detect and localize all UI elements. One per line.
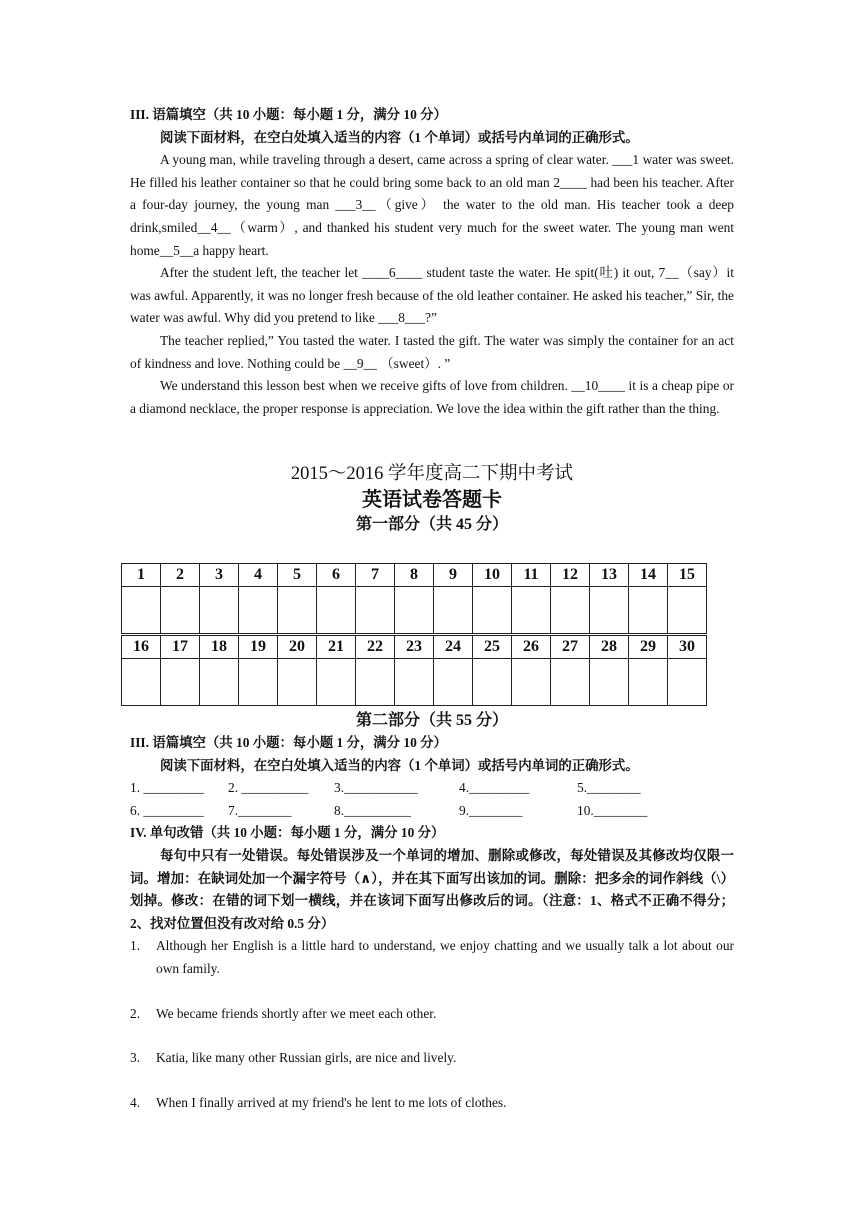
answer-cell[interactable] [278, 587, 317, 635]
question-number-cell: 9 [434, 564, 473, 587]
answer-cell[interactable] [473, 587, 512, 635]
item-number: 1. [130, 938, 141, 954]
answer-cell[interactable] [434, 659, 473, 706]
answer-cell[interactable] [395, 659, 434, 706]
question-number-cell: 8 [395, 564, 434, 587]
question-number-cell: 17 [161, 635, 200, 659]
question-number-cell: 16 [122, 635, 161, 659]
item-number: 4. [130, 1094, 141, 1110]
question-number-cell: 2 [161, 564, 200, 587]
answer-cell[interactable] [512, 587, 551, 635]
answer-cell[interactable] [512, 659, 551, 706]
answer-cell[interactable] [551, 659, 590, 706]
answer-cell[interactable] [356, 659, 395, 706]
passage-paragraph-2: After the student left, the teacher let ____6____ student taste the water. He spit(吐) it out, 7__（say）it was awful. Apparently, it was no longer fresh because of the old leather container. He asked his teacher,” Sir, the water was awful. Why did you pretend to like ___8___?” [130, 265, 734, 326]
answer-cell[interactable] [200, 659, 239, 706]
answer-cell[interactable] [473, 659, 512, 706]
blank-4[interactable]: 4._________ [459, 780, 530, 796]
blank-1[interactable]: 1. _________ [130, 780, 204, 796]
question-number-cell: 11 [512, 564, 551, 587]
answer-cell[interactable] [317, 587, 356, 635]
question-number-cell: 15 [668, 564, 707, 587]
answer-cell[interactable] [122, 587, 161, 635]
answer-row-2 [122, 659, 707, 706]
answer-cell[interactable] [668, 659, 707, 706]
answer-cell[interactable] [278, 659, 317, 706]
answer-cell[interactable] [122, 659, 161, 706]
answer-cell[interactable] [629, 659, 668, 706]
answer-cell[interactable] [161, 659, 200, 706]
list-item [130, 935, 734, 980]
answer-cell[interactable] [395, 587, 434, 635]
section-instruction: 阅读下面材料，在空白处填入适当的内容（1 个单词）或括号内单词的正确形式。 [160, 129, 639, 145]
item-text: We became friends shortly after we meet each other. [156, 1005, 437, 1021]
question-number-cell: 1 [122, 564, 161, 587]
question-number-cell: 10 [473, 564, 512, 587]
answer-cell[interactable] [317, 659, 356, 706]
section-heading: III. 语篇填空（共 10 小题：每小题 1 分，满分 10 分） [130, 735, 447, 750]
blank-2[interactable]: 2. __________ [228, 780, 309, 796]
item-text: Katia, like many other Russian girls, are nice and lively. [156, 1050, 457, 1066]
answer-cell[interactable] [239, 659, 278, 706]
answer-cell[interactable] [356, 587, 395, 635]
answer-cell[interactable] [434, 587, 473, 635]
section-instruction: 阅读下面材料，在空白处填入适当的内容（1 个单词）或括号内单词的正确形式。 [160, 757, 639, 773]
question-number-cell: 26 [512, 635, 551, 659]
blank-lines [130, 777, 734, 822]
question-number-cell: 28 [590, 635, 629, 659]
answer-cell[interactable] [590, 659, 629, 706]
section-instruction: 每句中只有一处错误。每处错误涉及一个单词的增加、删除或修改，每处错误及其修改均仅限一词。增加：在缺词处加一个漏字符号（∧），并在其下面写出该加的词。删除：把多余的词作斜线（\）划掉。修改：在错的词下划一横线，并在该词下面写出修改后的词。（注意：1、格式不正确不得分；2、找对位置但没有改对给 0.5 分） [130, 847, 734, 931]
question-number-cell: 18 [200, 635, 239, 659]
question-number-cell: 23 [395, 635, 434, 659]
question-number-cell: 5 [278, 564, 317, 587]
question-number-cell: 30 [668, 635, 707, 659]
passage-paragraph-4: We understand this lesson best when we receive gifts of love from children. __10____ it is a cheap pipe or a diamond necklace, the proper response is appreciation. We love the idea within the gift rather than the thing. [130, 378, 734, 416]
answer-cell[interactable] [161, 587, 200, 635]
answer-cell[interactable] [239, 587, 278, 635]
answer-card-title: 英语试卷答题卡 [362, 489, 502, 512]
list-item [130, 1047, 734, 1070]
part2-section [130, 710, 734, 1114]
question-number-cell: 6 [317, 564, 356, 587]
question-number-cell: 7 [356, 564, 395, 587]
question-number-cell: 29 [629, 635, 668, 659]
question-number-cell: 21 [317, 635, 356, 659]
question-number-cell: 25 [473, 635, 512, 659]
blank-5[interactable]: 5.________ [577, 780, 641, 796]
blank-8[interactable]: 8.__________ [334, 802, 411, 818]
passage-paragraph-3: The teacher replied,” You tasted the water. I tasted the gift. The water was simply the container for an act of kindness and love. Nothing could be __9__ （sweet）. ” [130, 332, 734, 371]
answer-cell[interactable] [629, 587, 668, 635]
reading-section [130, 104, 734, 536]
question-number-cell: 12 [551, 564, 590, 587]
blank-9[interactable]: 9.________ [459, 802, 523, 818]
part1-title: 第一部分（共 45 分） [355, 516, 508, 534]
number-row-2 [122, 635, 707, 659]
blank-6[interactable]: 6. _________ [130, 802, 204, 818]
question-number-cell: 20 [278, 635, 317, 659]
item-number: 2. [130, 1005, 141, 1021]
item-text: Although her English is a little hard to understand, we enjoy chatting and we usually talk a lot about our own family. [156, 938, 734, 976]
blank-3[interactable]: 3.___________ [334, 780, 418, 796]
question-number-cell: 13 [590, 564, 629, 587]
passage-paragraph-1: A young man, while traveling through a desert, came across a spring of clear water. ___1 water was sweet. He filled his leather container so that he could bring some back to an old man 2____ had been his teacher. After a four-day journey, the young man ___3__（give） the water to the old man. His teacher took a deep drink,smiled__4__（warm）, and thanked his student very much for the sweet water. The young man went home__5__a happy heart. [130, 152, 734, 258]
blank-7[interactable]: 7.________ [228, 802, 292, 818]
answer-cell[interactable] [668, 587, 707, 635]
part2-title: 第二部分（共 55 分） [355, 712, 508, 729]
item-text: When I finally arrived at my friend's he lent to me lots of clothes. [156, 1094, 507, 1110]
answer-cell[interactable] [200, 587, 239, 635]
question-number-cell: 22 [356, 635, 395, 659]
list-item [130, 1003, 734, 1026]
question-number-cell: 19 [239, 635, 278, 659]
section-heading: IV. 单句改错（共 10 小题：每小题 1 分，满分 10 分） [130, 825, 445, 841]
list-item [130, 1092, 734, 1115]
answer-cell[interactable] [590, 587, 629, 635]
answer-cell[interactable] [551, 587, 590, 635]
section-heading: III. 语篇填空（共 10 小题：每小题 1 分，满分 10 分） [130, 107, 447, 122]
number-row-1 [122, 564, 707, 587]
answer-grid [121, 563, 707, 706]
question-number-cell: 24 [434, 635, 473, 659]
question-number-cell: 27 [551, 635, 590, 659]
question-number-cell: 14 [629, 564, 668, 587]
item-number: 3. [130, 1050, 141, 1066]
exam-title: 2015～2016 学年度高二下期中考试 [290, 464, 574, 485]
question-number-cell: 3 [200, 564, 239, 587]
blank-10[interactable]: 10.________ [577, 802, 648, 818]
question-number-cell: 4 [239, 564, 278, 587]
answer-row-1 [122, 587, 707, 635]
